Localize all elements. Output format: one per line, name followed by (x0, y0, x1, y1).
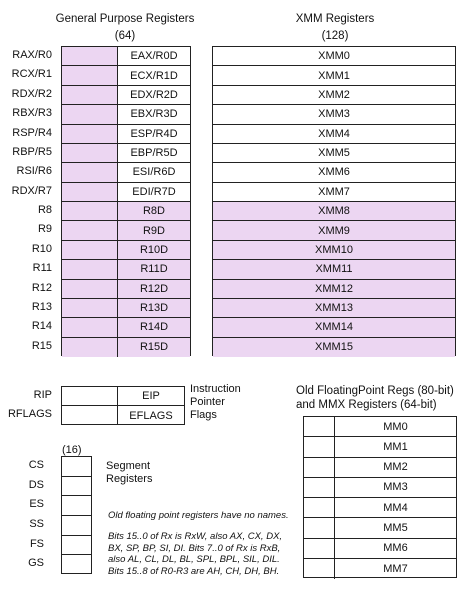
gpr-row (62, 66, 190, 85)
xmm-register-cell: XMM7 (318, 185, 350, 198)
gpr-subregister-cell: R15D (139, 341, 169, 354)
fp-row (304, 478, 456, 498)
eip-cell: EIP (142, 390, 160, 403)
gpr-subregister-cell: R12D (139, 282, 169, 295)
fp-row (304, 539, 456, 559)
gpr-register-label: RSP/R4 (12, 126, 52, 139)
segment-row (62, 496, 91, 516)
segment-register-label: CS (28, 459, 44, 471)
xmm-register-cell: XMM14 (315, 321, 353, 334)
segment-row (62, 477, 91, 497)
segment-row (62, 516, 91, 536)
segment-count: (16) (62, 444, 82, 456)
gpr-register-label: RCX/R1 (11, 68, 52, 81)
mmx-register-cell: MM0 (383, 420, 408, 433)
xmm-row (213, 183, 455, 202)
gpr-row (62, 221, 190, 240)
gpr-row (62, 47, 190, 66)
note-no-names: Old floating point registers have no names. (108, 510, 289, 521)
xmm-row (213, 86, 455, 105)
eflags-cell: EFLAGS (129, 409, 173, 422)
xmm-count: (128) (321, 30, 349, 42)
mmx-register-cell: MM5 (383, 521, 408, 534)
xmm-register-cell: XMM9 (318, 224, 350, 237)
gpr-subregister-cell: EDX/R2D (118, 86, 190, 104)
xmm-title: XMM Registers (295, 13, 375, 25)
gpr-row (62, 338, 190, 357)
gpr-subregister-cell: R9D (142, 224, 165, 237)
gpr-subregister-cell: EDI/R7D (118, 183, 190, 201)
gpr-row (62, 144, 190, 163)
xmm-register-cell: XMM0 (318, 50, 350, 63)
note-bits: Bits 15..0 of Rx is RxW, also AX, CX, DX, BX, SP, BP, SI, DI. Bits 7..0 of Rx is RxB, also AL, CL, DL, BL, SPL, BPL, SIL, DIL. Bits 15..8 of R0-R3 are AH, CH, DH, BH. (108, 531, 283, 577)
xmm-register-cell: XMM15 (315, 341, 353, 354)
gpr-register-label: RBX/R3 (12, 107, 52, 120)
gpr-register-label: RDX/R7 (11, 184, 52, 197)
segment-register-label: GS (28, 557, 44, 570)
fp-row (304, 458, 456, 478)
xmm-row (213, 163, 455, 182)
fp-title: Old FloatingPoint Regs (80-bit) and MMX Registers (64-bit) (296, 385, 454, 411)
fp-row (304, 417, 456, 437)
gpr-register-label: RBP/R5 (12, 145, 52, 158)
gpr-row (62, 163, 190, 182)
gpr-register-label: R13 (31, 300, 52, 313)
fp-row (304, 437, 456, 457)
segment-register-label: DS (28, 478, 44, 491)
gpr-subregister-cell: R10D (139, 243, 169, 256)
xmm-register-cell: XMM6 (318, 166, 350, 179)
fp-row (304, 518, 456, 538)
gpr-subregister-cell: ESI/R6D (118, 163, 190, 181)
gpr-register-label: RSI/R6 (16, 165, 52, 178)
mmx-register-cell: MM3 (383, 481, 408, 494)
gpr-row (62, 260, 190, 279)
xmm-row (213, 125, 455, 144)
xmm-register-cell: XMM2 (318, 88, 350, 101)
xmm-row (213, 318, 455, 337)
gpr-row (62, 299, 190, 318)
segment-register-label: FS (29, 537, 44, 550)
mmx-register-cell: MM1 (383, 440, 408, 453)
rip-label: RIP (33, 389, 52, 401)
xmm-register-cell: XMM1 (318, 69, 350, 82)
xmm-register-cell: XMM11 (315, 263, 353, 276)
gpr-row (62, 125, 190, 144)
gpr-title: General Purpose Registers (55, 13, 195, 25)
gpr-register-label: R15 (31, 339, 52, 352)
gpr-subregister-cell: EBP/R5D (118, 144, 190, 162)
xmm-register-cell: XMM3 (318, 108, 350, 121)
xmm-row (213, 202, 455, 221)
gpr-register-label: RDX/R2 (11, 87, 52, 100)
segment-register-label: ES (29, 498, 44, 511)
xmm-row (213, 47, 455, 66)
mmx-register-cell: MM6 (383, 542, 408, 555)
segment-row (62, 536, 91, 556)
gpr-register-label: R12 (31, 281, 52, 294)
gpr-register-label: R10 (31, 242, 52, 255)
gpr-register-label: R9 (37, 223, 52, 236)
mmx-register-cell: MM4 (383, 501, 408, 514)
special-registers-table (61, 386, 185, 425)
gpr-subregister-cell: ECX/R1D (118, 66, 190, 84)
gpr-row (62, 105, 190, 124)
xmm-register-cell: XMM4 (318, 127, 350, 140)
gpr-row (62, 280, 190, 299)
segment-row (62, 555, 91, 575)
gpr-row (62, 86, 190, 105)
gpr-table (61, 46, 191, 356)
xmm-row (213, 221, 455, 240)
segment-register-label: SS (29, 518, 44, 530)
segment-row (62, 457, 91, 477)
gpr-register-label: R11 (32, 262, 52, 275)
flags-label: Flags (190, 409, 217, 421)
xmm-register-cell: XMM8 (318, 205, 350, 218)
gpr-register-label: R14 (31, 320, 52, 333)
gpr-subregister-cell: R14D (139, 321, 169, 334)
gpr-subregister-cell: R8D (142, 205, 165, 218)
gpr-row (62, 241, 190, 260)
xmm-row (213, 280, 455, 299)
xmm-row (213, 105, 455, 124)
gpr-row (62, 318, 190, 337)
xmm-row (213, 338, 455, 357)
xmm-register-cell: XMM13 (315, 302, 353, 315)
xmm-row (213, 144, 455, 163)
gpr-register-label: RAX/R0 (12, 49, 52, 61)
gpr-row (62, 183, 190, 202)
instruction-pointer-label: Instruction Pointer (190, 383, 241, 408)
gpr-count: (64) (114, 30, 136, 42)
mmx-register-cell: MM7 (383, 562, 408, 575)
xmm-row (213, 299, 455, 318)
gpr-subregister-cell: R11D (140, 263, 168, 276)
fp-mmx-table (303, 416, 457, 578)
xmm-register-cell: XMM12 (315, 282, 353, 295)
gpr-subregister-cell: ESP/R4D (118, 125, 190, 143)
gpr-subregister-cell: EAX/R0D (118, 47, 190, 65)
mmx-register-cell: MM2 (383, 461, 408, 474)
xmm-table (212, 46, 456, 356)
rflags-label: RFLAGS (7, 408, 52, 420)
gpr-row (62, 202, 190, 221)
xmm-register-cell: XMM10 (315, 243, 353, 256)
segment-table (61, 456, 92, 574)
fp-row (304, 559, 456, 579)
gpr-subregister-cell: R13D (139, 302, 169, 315)
fp-row (304, 498, 456, 518)
gpr-register-label: R8 (37, 204, 52, 216)
xmm-row (213, 66, 455, 85)
xmm-row (213, 241, 455, 260)
xmm-register-cell: XMM5 (318, 147, 350, 160)
xmm-row (213, 260, 455, 279)
gpr-subregister-cell: EBX/R3D (118, 105, 190, 123)
segment-registers-label: Segment Registers (106, 460, 153, 485)
